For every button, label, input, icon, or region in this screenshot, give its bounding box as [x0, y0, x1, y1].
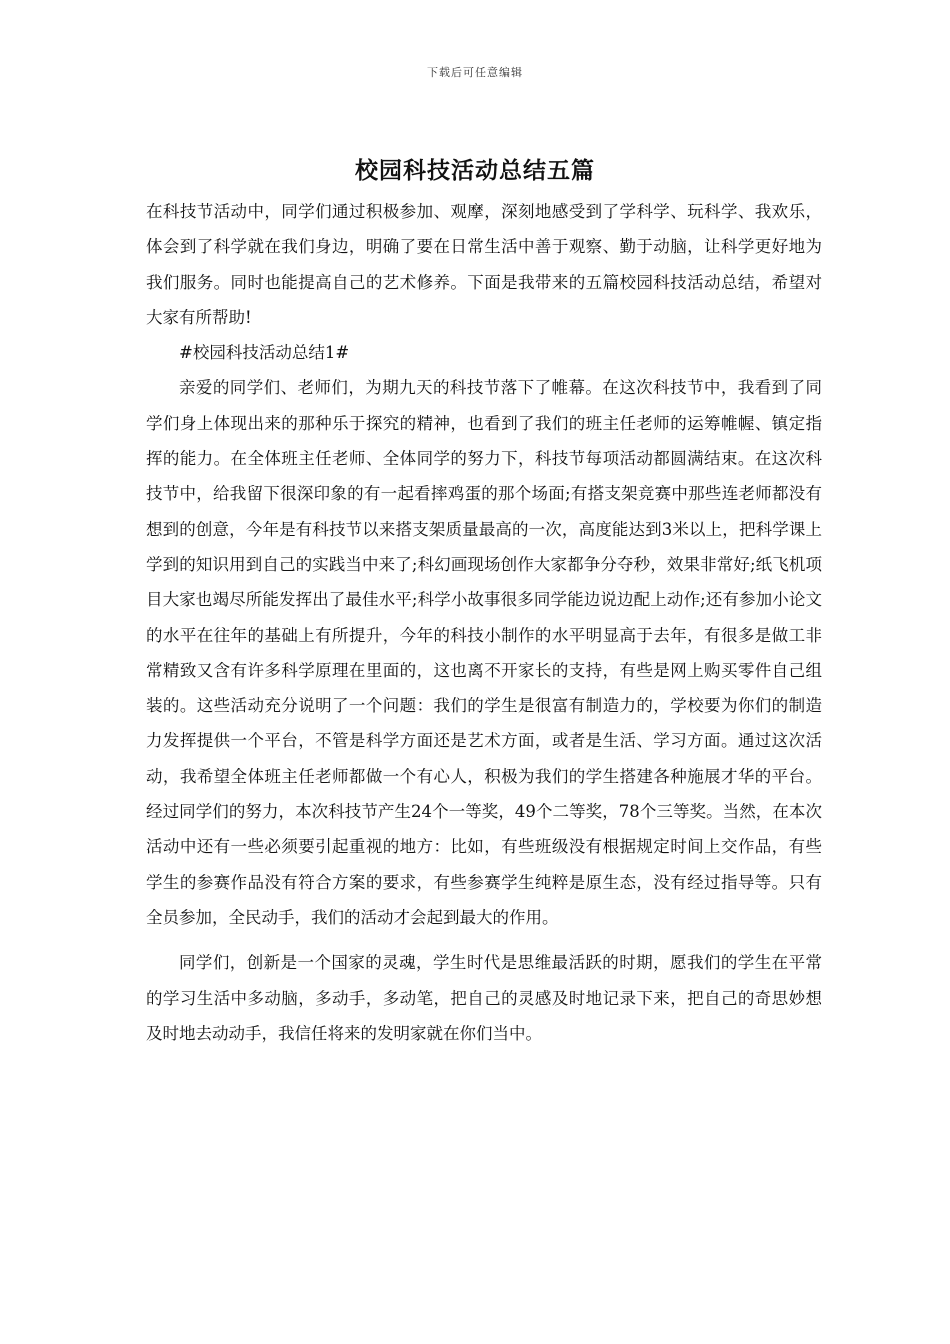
body-paragraph: 同学们，创新是一个国家的灵魂，学生时代是思维最活跃的时期，愿我们的学生在平常的学习生活中多动脑，多动手，多动笔，把自己的灵感及时地记录下来，把自己的奇思妙想及时地去动动手，我信任将来的发明家就在你们当中。: [146, 953, 822, 1043]
document-title: 校园科技活动总结五篇: [355, 157, 595, 184]
header-note: 下载后可任意编辑: [427, 66, 523, 79]
intro-paragraph: 在科技节活动中，同学们通过积极参加、观摩，深刻地感受到了学科学、玩科学、我欢乐，体会到了科学就在我们身边，明确了要在日常生活中善于观察、勤于动脑，让科学更好地为我们服务。同时也能提高自己的艺术修养。下面是我带来的五篇校园科技活动总结，希望对大家有所帮助!: [146, 202, 822, 327]
body-paragraph: 亲爱的同学们、老师们，为期九天的科技节落下了帷幕。在这次科技节中，我看到了同学们身上体现出来的那种乐于探究的精神，也看到了我们的班主任老师的运筹帷幄、镇定指挥的能力。在全体班主任老师、全体同学的努力下，科技节每项活动都圆满结束。在这次科技节中，给我留下很深印象的有一起看摔鸡蛋的那个场面;有搭支架竞赛中那些连老师都没有想到的创意，今年是有科技节以来搭支架质量最高的一次，高度能达到3米以上，把科学课上学到的知识用到自己的实践当中来了;科幻画现场创作大家都争分夺秒，效果非常好;纸飞机项目大家也竭尽所能发挥出了最佳水平;科学小故事很多同学能边说边配上动作;还有参加小论文的水平在往年的基础上有所提升，今年的科技小制作的水平明显高于去年，有很多是做工非常精致又含有许多科学原理在里面的，这也离不开家长的支持，有些是网上购买零件自己组装的。这些活动充分说明了一个问题：我们的学生是很富有制造力的，学校要为你们的制造力发挥提供一个平台，不管是科学方面还是艺术方面，或者是生活、学习方面。通过这次活动，我希望全体班主任老师都做一个有心人，积极为我们的学生搭建各种施展才华的平台。经过同学们的努力，本次科技节产生24个一等奖，49个二等奖，78个三等奖。当然，在本次活动中还有一些必须要引起重视的地方：比如，有些班级没有根据规定时间上交作品，有些学生的参赛作品没有符合方案的要求，有些参赛学生纯粹是原生态，没有经过指导等。只有全员参加，全民动手，我们的活动才会起到最大的作用。: [146, 378, 822, 927]
section-heading: #校园科技活动总结1#: [179, 343, 350, 363]
document-body: [146, 194, 822, 1051]
